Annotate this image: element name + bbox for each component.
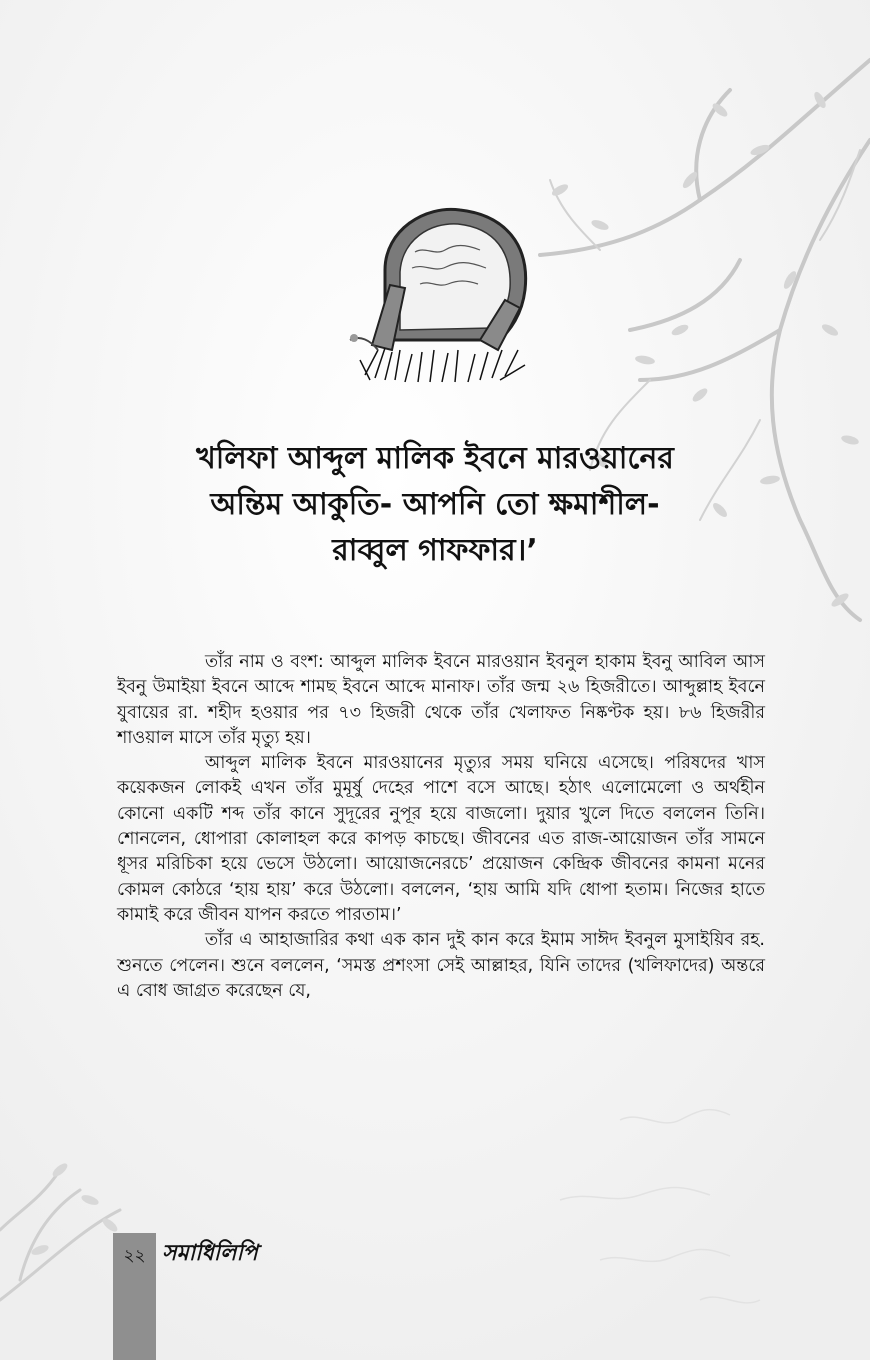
gravestone-illustration [330,190,540,405]
chapter-title [110,436,760,574]
book-name: সমাধিলিপি [162,1241,258,1266]
title-line-2: অন্তিম আকুতি- আপনি তো ক্ষমাশীল- [210,487,660,522]
paragraph-saeed: তাঁর এ আহাজারির কথা এক কান দুই কান করে ইমাম সাঈদ ইবনুল মুসাইয়িব রহ. শুনতে পেলেন। শুনে বললেন, ‘সমস্ত প্রশংসা সেই আল্লাহর, যিনি তাদের (খলিফাদের) অন্তরে এ বোধ জাগ্রত করেছেন যে, [117,930,765,1001]
page-number: ২২ [123,1246,146,1266]
paragraph-lineage: তাঁর নাম ও বংশ: আব্দুল মালিক ইবনে মারওয়ান ইবনুল হাকাম ইবনু আবিল আস ইবনু উমাইয়া ইবনে আব্দে শামছ ইবনে আব্দে মানাফ। তাঁর জন্ম ২৬ হিজরীতে। আব্দুল্লাহ ইবনে যুবায়ের রা. শহীদ হওয়ার পর ৭৩ হিজরী থেকে তাঁর খেলাফত নিষ্কণ্টক হয়। ৮৬ হিজরীর শাওয়াল মাসে তাঁর মৃত্যু হয়। [117,652,765,748]
body-text [117,650,765,1004]
paragraph-deathbed: আব্দুল মালিক ইবনে মারওয়ানের মৃত্যুর সময় ঘনিয়ে এসেছে। পরিষদের খাস কয়েকজন লোকই এখন তাঁর মুমূর্ষু দেহের পাশে বসে আছে। হঠাৎ এলোমেলো ও অর্থহীন কোনো একটি শব্দ তাঁর কানে সুদূরের নুপূর হয়ে বাজলো। দুয়ার খুলে দিতে বললেন তিনি। শোনলেন, ধোপারা কোলাহল করে কাপড় কাচছে। জীবনের এত রাজ-আয়োজন তাঁর সামনে ধূসর মরিচিকা হয়ে ভেসে উঠলো। আয়োজনেরচে’ প্রয়োজন কেন্দ্রিক জীবনের কামনা মনের কোমল কোঠরে ‘হায় হায়’ করে উঠলো। বললেন, ‘হায় আমি যদি ধোপা হতাম। নিজের হাতে কামাই করে জীবন যাপন করতে পারতাম।’ [117,753,765,925]
title-line-3: রাব্বুল গাফফার।’ [332,533,538,568]
title-line-1: খলিফা আব্দুল মালিক ইবনে মারওয়ানের [196,441,674,476]
